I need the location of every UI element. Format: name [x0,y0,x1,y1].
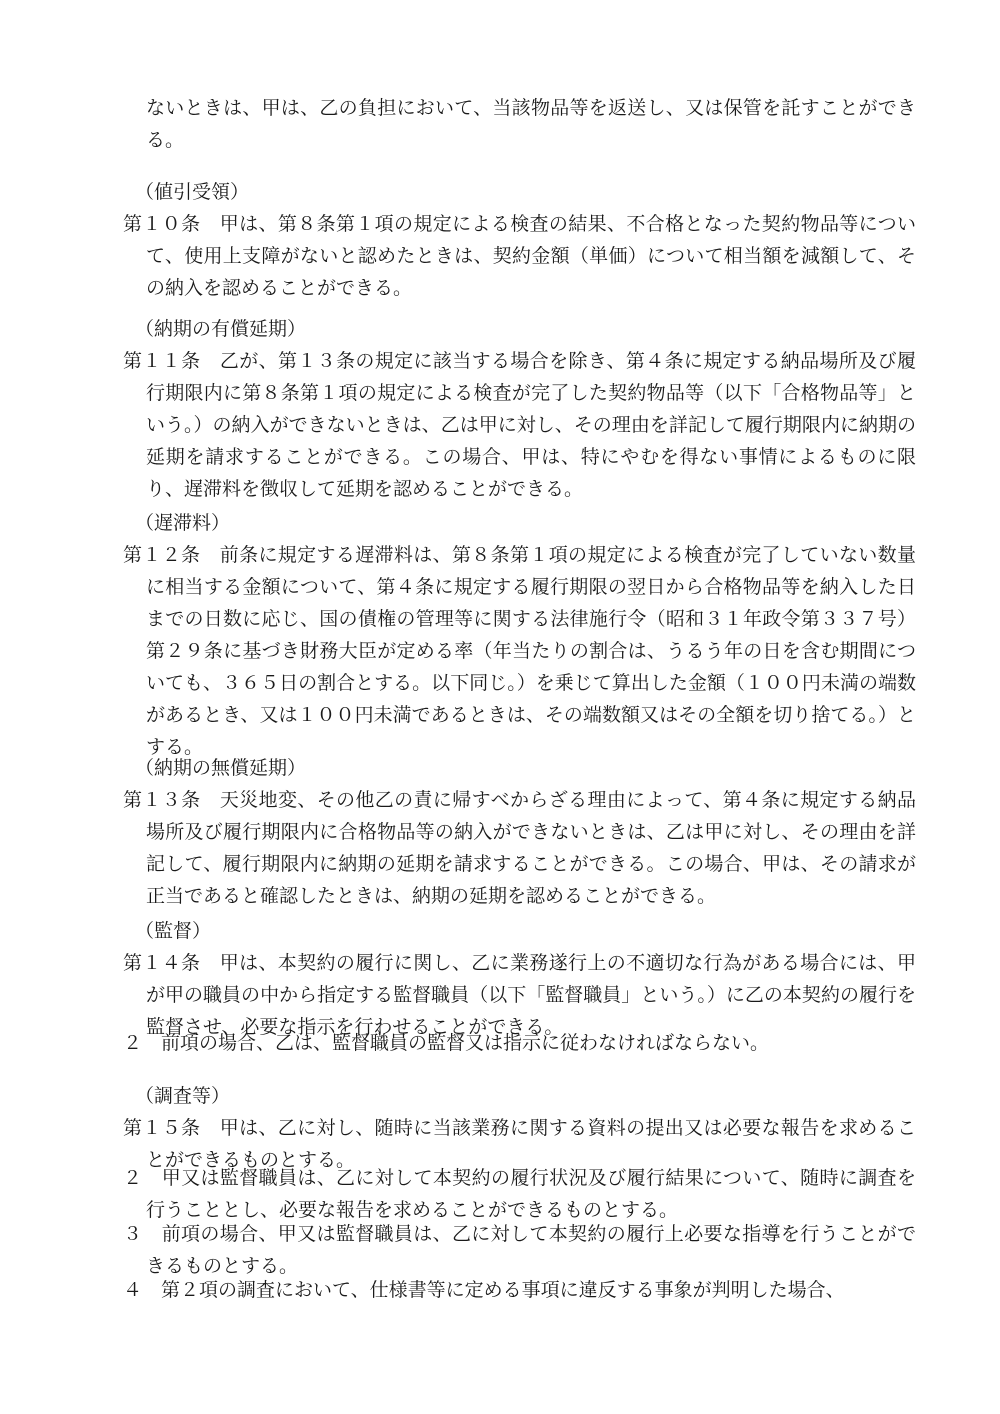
article-11-body: 第１１条 乙が、第１３条の規定に該当する場合を除き、第４条に規定する納品場所及び履行期限内に第８条第１項の規定による検査が完了した契約物品等（以下「合格物品等」という。）の納入ができないときは、乙は甲に対し、その理由を詳記して履行期限内に納期の延期を請求することができる。この場合、甲は、特にやむを得ない事情によるものに限り、遅滞料を徴収して延期を認めることができる。 [123,350,916,500]
article-12-body: 第１２条 前条に規定する遅滞料は、第８条第１項の規定による検査が完了していない数量に相当する金額について、第４条に規定する履行期限の翌日から合格物品等を納入した日までの日数に応じ、国の債権の管理等に関する法律施行令（昭和３１年政令第３３７号）第２９条に基づき財務大臣が定める率（年当たりの割合は、うるう年の日を含む期間についても、３６５日の割合とする。以下同じ。）を乗じて算出した金額（１００円未満の端数があるとき、又は１００円未満であるときは、その端数額又はその全額を切り捨てる。）とする。 [123,544,916,758]
article-13-body: 第１３条 天災地変、その他乙の責に帰すべからざる理由によって、第４条に規定する納品場所及び履行期限内に合格物品等の納入ができないときは、乙は甲に対し、その理由を詳記して、履行期限内に納期の延期を請求することができる。この場合、甲は、その請求が正当であると確認したときは、納期の延期を認めることができる。 [123,789,916,907]
article-14-paragraph-2: ２ 前項の場合、乙は、監督職員の監督又は指示に従わなければならない。 [123,1032,770,1054]
article-9-continuation: ないときは、甲は、乙の負担において、当該物品等を返送し、又は保管を託すことができる。 [146,97,916,151]
article-15-heading: （調査等） [135,1085,231,1107]
article-12-heading: （遅滞料） [135,512,231,534]
article-11-heading: （納期の有償延期） [135,318,307,340]
article-10-body: 第１０条 甲は、第８条第１項の規定による検査の結果、不合格となった契約物品等について、使用上支障がないと認めたときは、契約金額（単価）について相当額を減額して、その納入を認めることができる。 [123,213,916,299]
article-10-heading: （値引受領） [135,181,250,203]
article-15-body: 第１５条 甲は、乙に対し、随時に当該業務に関する資料の提出又は必要な報告を求めることができるものとする。 [123,1117,916,1171]
article-15-paragraph-4: ４ 第２項の調査において、仕様書等に定める事項に違反する事象が判明した場合、 [123,1279,845,1301]
article-15-paragraph-3: ３ 前項の場合、甲又は監督職員は、乙に対して本契約の履行上必要な指導を行うことができるものとする。 [123,1223,916,1277]
article-14-body: 第１４条 甲は、本契約の履行に関し、乙に業務遂行上の不適切な行為がある場合には、甲が甲の職員の中から指定する監督職員（以下「監督職員」という。）に乙の本契約の履行を監督させ、必要な指示を行わせることができる。 [123,952,916,1038]
article-15-paragraph-2: ２ 甲又は監督職員は、乙に対して本契約の履行状況及び履行結果について、随時に調査を行うこととし、必要な報告を求めることができるものとする。 [123,1167,916,1221]
article-14-heading: （監督） [135,920,212,942]
article-13-heading: （納期の無償延期） [135,757,307,779]
